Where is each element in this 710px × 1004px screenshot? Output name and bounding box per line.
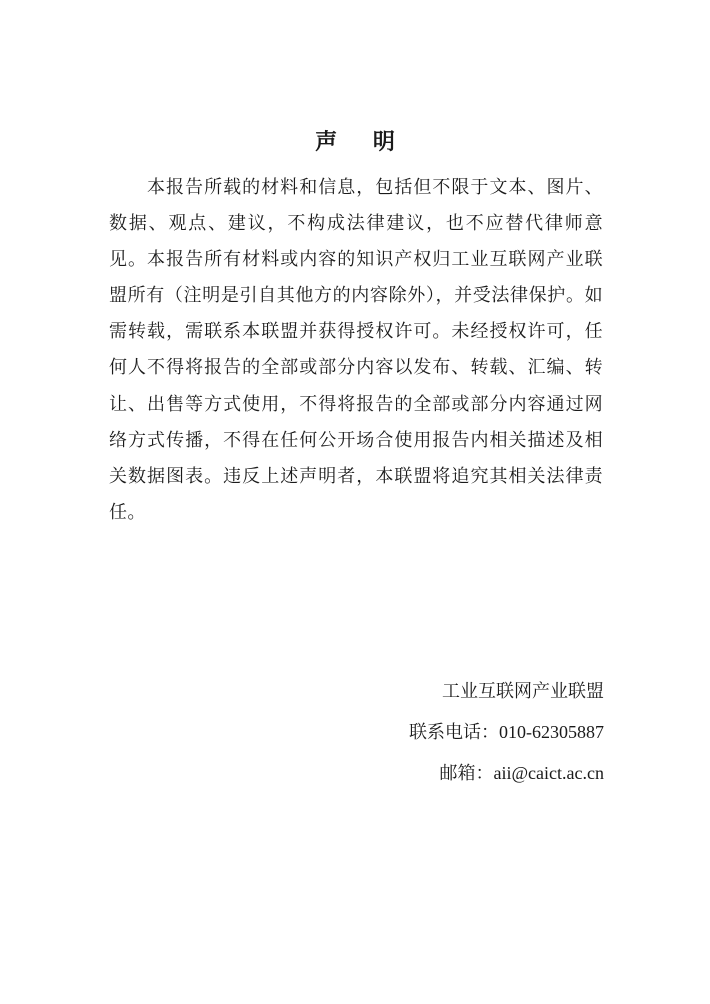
statement-paragraph: 本报告所载的材料和信息，包括但不限于文本、图片、数据、观点、建议，不构成法律建议，也不应替代律师意见。本报告所有材料或内容的知识产权归工业互联网产业联盟所有（注明是引自其他方的内容除外），并受法律保护。如需转载，需联系本联盟并获得授权许可。未经授权许可，任何人不得将报告的全部或部分内容以发布、转载、汇编、转让、出售等方式使用，不得将报告的全部或部分内容通过网络方式传播，不得在任何公开场合使用报告内相关描述及相关数据图表。违反上述声明者，本联盟将追究其相关法律责任。	[109, 177, 603, 523]
email-line	[409, 753, 604, 794]
email-label: 邮箱：	[439, 763, 494, 784]
phone-line	[409, 712, 604, 753]
phone-number: 010-62305887	[499, 722, 604, 742]
contact-block	[409, 672, 604, 794]
email-address: aii@caict.ac.cn	[493, 763, 604, 783]
organization-name: 工业互联网产业联盟	[442, 681, 604, 702]
page-title: 声 明	[315, 130, 409, 155]
phone-label: 联系电话：	[409, 722, 499, 743]
